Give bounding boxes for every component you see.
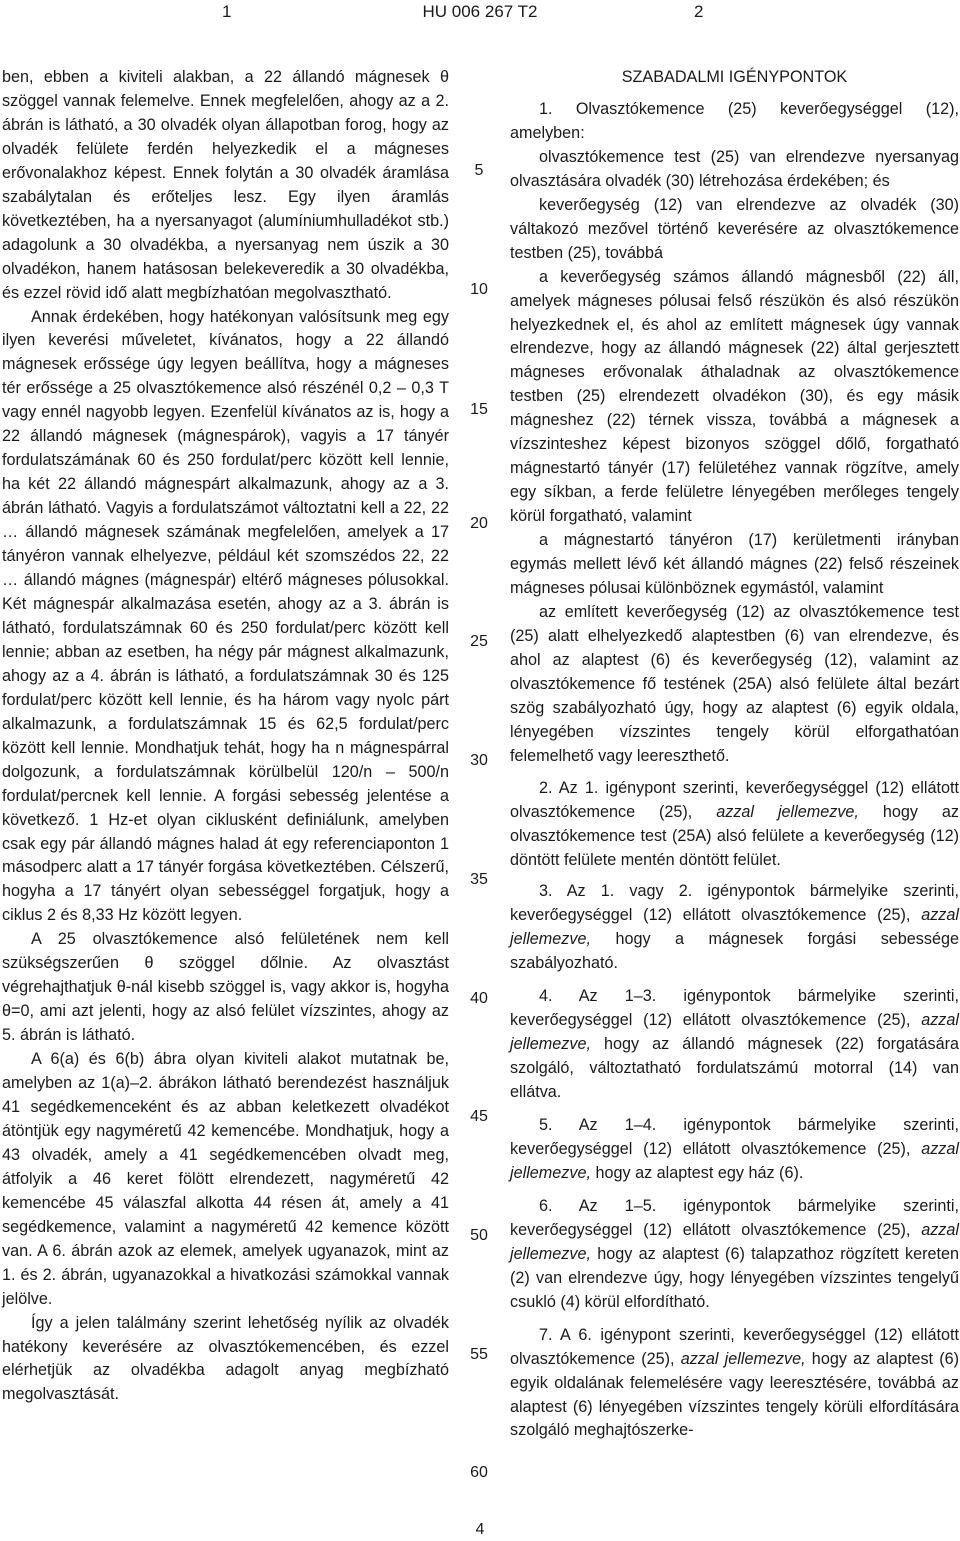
line-number: 50 bbox=[470, 1227, 488, 1244]
line-number: 15 bbox=[470, 401, 488, 418]
claim-4 bbox=[510, 985, 959, 1105]
claim-text: hogy az olvasztókemence test (25A) alsó felülete a keverőegység (12) döntött felülete mentén döntött felület. bbox=[510, 802, 959, 869]
claim-characterizing-phrase: azzal jellemezve, bbox=[510, 1139, 959, 1182]
paragraph: A 6(a) és 6(b) ábra olyan kiviteli alakot mutatnak be, amelyben az 1(a)–2. ábrákon látható berendezést használjuk 41 segédkemenceként és az abban keletkezett olvadékot átöntjük egy nagyméretű 42 kemencébe. Mondhatjuk, hogy a 43 olvadék, amely a 41 segédkemencében olvadt meg, átfolyik a 46 keret fölött elrendezett, nagyméretű 42 kemencébe 45 válaszfal alkotta 44 résen át, amely a 41 segédkemence, valamint a nagyméretű 42 kemence között van. A 6. ábrán azok az elemek, amelyek ugyanazok, mint az 1. és 2. ábrán, ugyanazokkal a hivatkozási számokkal vannak jelölve. bbox=[2, 1050, 449, 1308]
claim-text: hogy az alaptest (6) talapzathoz rögzített kereten (2) van elrendezve úgy, hogy lényegében vízszintes tengelyű csukló (4) körül elfordítható. bbox=[510, 1244, 959, 1311]
paragraph: A 25 olvasztókemence alsó felületének nem kell szükségszerűen θ szöggel dőlnie. Az olvasztást végrehajthatjuk θ-nál kisebb szöggel is, vagy akkor is, hogyha θ=0, ami azt jelenti, hogy az alsó felület vízszintes, ahogy az 5. ábrán is látható. bbox=[2, 930, 449, 1045]
line-number: 25 bbox=[470, 633, 488, 650]
claim-1-feature: keverőegység (12) van elrendezve az olvadék (30) váltakozó mezővel történő keverésére az olvasztókemence testben (25), továbbá bbox=[510, 195, 959, 262]
claims-heading: SZABADALMI IGÉNYPONTOK bbox=[621, 68, 848, 86]
line-number: 45 bbox=[470, 1108, 488, 1125]
claim-5 bbox=[510, 1114, 959, 1186]
document-number: HU 006 267 T2 bbox=[422, 2, 538, 21]
column-number-right: 2 bbox=[694, 2, 704, 21]
claim-1-feature: a mágnestartó tányéron (17) kerületmenti irányban egymás mellett lévő két állandó mágnes (22) felső részeinek mágneses pólusai különböznek egymástól, valamint bbox=[510, 531, 959, 598]
paragraph: Annak érdekében, hogy hatékonyan valósítsunk meg egy ilyen keverési műveletet, kívánatos, hogy a 22 állandó mágnesek erőssége úgy legyen beállítva, hogy a mágneses tér erőssége a 25 olvasztókemence alsó részénél 0,2 – 0,3 T vagy ennél nagyobb legyen. Ezenfelül kívánatos az is, hogy a 22 állandó mágnesek (mágnespárok), vagyis a 17 tányér fordulatszámának 60 és 250 fordulat/perc között kell lennie, ha két 22 állandó mágnespárt alkalmazunk, ahogy az a 3. ábrán látható. Vagyis a fordulatszámot változtatni kell a 22, 22 … állandó mágnesek számának megfelelően, amelyek a 17 tányéron vannak elhelyezve, például két szomszédos 22, 22 … állandó mágnes (mágnespár) eltérő mágneses pólusokkal. Két mágnespár alkalmazása esetén, ahogy az a 3. ábrán is látható, fordulatszámnak 60 és 250 fordulat/perc között kell lennie; abban az esetben, ha négy pár mágnest alkalmazunk, ahogy az a 4. ábrán is látható, a fordulatszámnak 30 és 125 fordulat/perc között kell lennie, és ha három vagy nyolc párt alkalmazunk, a fordulatszámnak 15 és 62,5 fordulat/perc között kell lennie. Mondhatjuk tehát, hogy ha n mágnespárral dolgozunk, a fordulatszámnak körülbelül 120/n – 500/n fordulat/percnek kell lennie. A forgási sebesség jelentése a következő. 1 Hz-et olyan ciklusként definiálunk, amelyben csak egy pár állandó mágnes halad át egy referenciaponton 1 másodperc alatt a 17 tányér forgása következtében. Célszerű, hogyha a 17 tányért olyan sebességgel forgatjuk, hogy a ciklus 2 és 8,33 Hz között legyen. bbox=[2, 307, 449, 925]
line-number: 40 bbox=[470, 990, 488, 1007]
claim-characterizing-phrase: azzal jellemezve, bbox=[510, 1011, 959, 1054]
claim-3 bbox=[510, 880, 959, 976]
claim-6 bbox=[510, 1195, 959, 1315]
claim-text: 6. Az 1–5. igénypontok bármelyike szerinti, keverőegységgel (12) ellátott olvasztókemence (25), bbox=[510, 1196, 959, 1239]
claim-text: 2. Az 1. igénypont szerinti, keverőegységgel (12) ellátott olvasztókemence (25), bbox=[510, 778, 959, 821]
paragraph: ben, ebben a kiviteli alakban, a 22 állandó mágnesek θ szöggel vannak felemelve. Ennek megfelelően, ahogy az a 2. ábrán is látható, a 30 olvadék olyan állapotban forog, hogy az olvadék felülete ferdén helyezkedik el a mágneses erővonalakhoz képest. Ennek folytán a 30 olvadék áramlása szabálytalan és erőteljes lesz. Egy ilyen áramlás következtében, ha a nyersanyagot (alumíniumhulladékot stb.) adagolunk a 30 olvadékba, a nyersanyag nem úszik a 30 olvadékon, hanem hatásosan belekeveredik a 30 olvadékba, és ezzel rövid idő alatt megbízhatóan megolvasztható. bbox=[2, 68, 449, 302]
claim-text: 7. A 6. igénypont szerinti, keverőegységgel (12) ellátott olvasztókemence (25), bbox=[510, 1325, 959, 1368]
column-number-left: 1 bbox=[222, 2, 232, 21]
line-number: 60 bbox=[470, 1464, 488, 1481]
line-number: 20 bbox=[470, 515, 488, 532]
claim-characterizing-phrase: azzal jellemezve, bbox=[510, 1220, 959, 1263]
claim-text: hogy a mágnesek forgási sebessége szabályozható. bbox=[510, 930, 959, 973]
claims-column bbox=[510, 66, 959, 1443]
claim-characterizing-phrase: azzal jellemezve, bbox=[680, 1349, 806, 1368]
line-number: 35 bbox=[470, 871, 488, 888]
claim-1-intro: 1. Olvasztókemence (25) keverőegységgel (12), amelyben: bbox=[510, 99, 959, 142]
page-header bbox=[0, 0, 960, 30]
claim-text: 5. Az 1–4. igénypontok bármelyike szerinti, keverőegységgel (12) ellátott olvasztókemence (25), bbox=[510, 1116, 959, 1158]
description-column bbox=[2, 66, 449, 1407]
claim-text: hogy az alaptest (6) egyik oldalának felemelésére vagy leeresztésére, továbbá az alaptest (6) lényegében vízszintes tengely körüli elfordítására szolgáló meghajtószerke- bbox=[510, 1349, 959, 1440]
line-number: 55 bbox=[470, 1346, 488, 1363]
claim-1-feature: olvasztókemence test (25) van elrendezve nyersanyag olvasztására olvadék (30) létrehozása érdekében; és bbox=[510, 147, 959, 190]
line-number: 30 bbox=[470, 752, 488, 769]
claim-text: hogy az állandó mágnesek (22) forgatására szolgáló, változtatható fordulatszámú motorral (14) van ellátva. bbox=[510, 1035, 959, 1102]
claim-1-feature: a keverőegység számos állandó mágnesből (22) áll, amelyek mágneses pólusai felső részükön és alsó részükön helyezkednek el, és ahol az említett mágnesek úgy vannak elrendezve, hogy az állandó mágnesek (22) által gerjesztett mágneses erővonalak áthaladnak az olvasztókemence testben (25) elrendezett olvadékon (30), és egy másik mágneshez (22) térnek vissza, továbbá a mágnesek a vízszinteshez képest bizonyos szöggel dőlő, forgatható mágnestartó tányér (17) felületéhez vannak rögzítve, amely egy síkban, a ferde felületre lényegében merőleges tengely körül forgatható, valamint bbox=[510, 267, 959, 526]
claim-7 bbox=[510, 1324, 959, 1444]
claim-characterizing-phrase: azzal jellemezve, bbox=[510, 906, 959, 949]
claim-2 bbox=[510, 777, 959, 873]
claim-text: hogy az alaptest egy ház (6). bbox=[590, 1163, 804, 1182]
claim-text: 3. Az 1. vagy 2. igénypontok bármelyike szerinti, keverőegységgel (12) ellátott olvasztókemence (25), bbox=[510, 882, 959, 925]
claim-characterizing-phrase: azzal jellemezve, bbox=[716, 802, 859, 821]
paragraph: Így a jelen találmány szerint lehetőség nyílik az olvadék hatékony keverésére az olvasztókemencében, és ezzel elérhetjük az olvadékba adagolt anyag megbízható megolvasztását. bbox=[2, 1313, 449, 1404]
claim-text: 4. Az 1–3. igénypontok bármelyike szerinti, keverőegységgel (12) ellátott olvasztókemence (25), bbox=[510, 987, 959, 1030]
page-number: 4 bbox=[475, 1521, 485, 1538]
claim-1-feature: az említett keverőegység (12) az olvasztókemence test (25) alatt elhelyezkedő alaptestben (6) van elrendezve, és ahol az alaptest (6) és keverőegység (12), valamint az olvasztókemence fő testének (25A) alsó felülete által bezárt szög szabályozható úgy, hogy az alaptest (6) egyik oldala, lényegében vízszintes tengely körül elforgathatóan felemelhető vagy leereszthető. bbox=[510, 602, 959, 765]
line-number: 10 bbox=[470, 281, 488, 298]
line-number: 5 bbox=[474, 162, 484, 179]
